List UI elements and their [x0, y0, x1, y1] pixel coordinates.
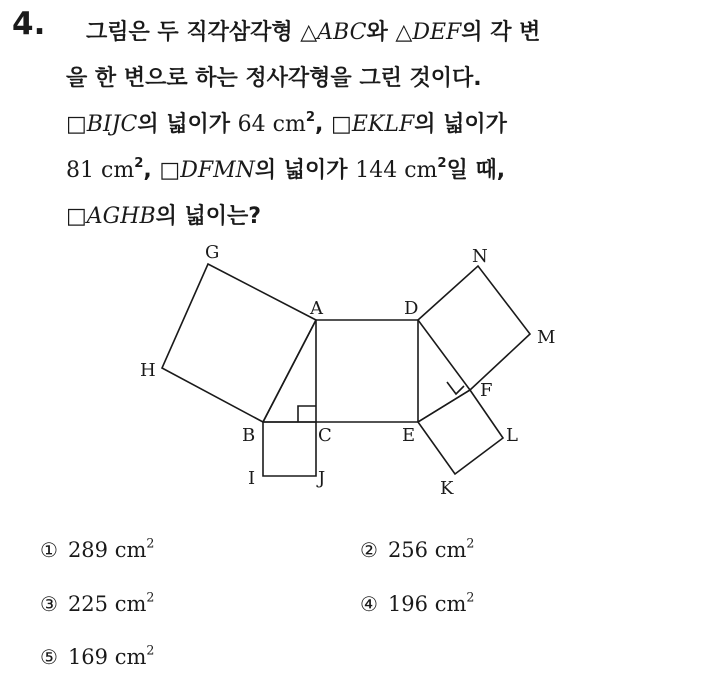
superscript: 2 — [134, 156, 144, 172]
superscript: 2 — [305, 110, 316, 126]
choice-value: 256 — [387, 538, 429, 562]
stem-text: , — [143, 158, 160, 183]
choice-value: 196 — [387, 592, 429, 616]
label-l: L — [506, 425, 518, 446]
stem-text: 일 때, — [446, 158, 506, 183]
choice-4[interactable] — [360, 589, 475, 616]
label-d: D — [404, 298, 419, 319]
label-h: H — [140, 360, 156, 381]
stem-text: 의 넓이가 — [254, 158, 356, 183]
choice-marker: ⑤ — [40, 645, 58, 669]
stem-text: □ — [66, 204, 87, 229]
stem-text: cm — [94, 158, 135, 183]
math-label: ABC — [317, 20, 367, 45]
choice-exponent: 2 — [146, 642, 155, 658]
choice-exponent: 2 — [146, 589, 155, 605]
choice-unit: cm — [434, 592, 467, 616]
choice-value: 169 — [67, 645, 109, 669]
choice-value: 289 — [67, 538, 109, 562]
stem-text: △ — [395, 20, 413, 45]
choice-2[interactable] — [360, 535, 475, 562]
choice-1[interactable] — [40, 535, 155, 562]
choice-5[interactable] — [40, 642, 155, 669]
square-adec — [316, 320, 418, 422]
choice-exponent: 2 — [466, 589, 475, 605]
choice-3[interactable] — [40, 589, 155, 616]
choice-unit: cm — [114, 645, 147, 669]
stem-text: 의 넓이가 — [137, 112, 238, 137]
choice-unit: cm — [114, 538, 147, 562]
choice-exponent: 2 — [146, 535, 155, 551]
question-number: 4. — [12, 6, 46, 42]
label-i: I — [248, 468, 256, 489]
stem-text: 의 각 변 — [461, 20, 541, 45]
stem-text: □ — [159, 158, 181, 183]
stem-text: □ — [331, 112, 352, 137]
square-eklf — [418, 390, 503, 474]
label-c: C — [318, 425, 332, 446]
choice-exponent: 2 — [466, 535, 475, 551]
choice-value: 225 — [67, 592, 109, 616]
stem-text: □ — [66, 112, 87, 137]
square-dfmn — [418, 266, 530, 390]
label-g: G — [205, 242, 220, 263]
math-label: DFMN — [180, 158, 255, 183]
label-j: J — [318, 468, 326, 489]
stem-text: 을 한 변으로 하는 정사각형을 그린 것이다. — [66, 66, 482, 91]
math-label: BIJC — [86, 112, 138, 137]
math-label: AGHB — [86, 204, 156, 229]
stem-text: , — [315, 112, 332, 137]
label-m: M — [537, 327, 556, 348]
choice-marker: ③ — [40, 592, 58, 616]
stem-text: 64 — [237, 112, 266, 137]
label-f: F — [480, 380, 493, 401]
superscript: 2 — [437, 156, 447, 172]
label-a: A — [310, 298, 323, 319]
choice-marker: ② — [360, 538, 378, 562]
label-b: B — [242, 425, 256, 446]
stem-text: 그림은 두 직각삼각형 — [86, 20, 301, 45]
choice-marker: ④ — [360, 592, 378, 616]
stem-text: 와 — [366, 20, 396, 45]
label-e: E — [402, 425, 416, 446]
stem-text: 의 넓이가 — [414, 112, 507, 137]
label-n: N — [472, 246, 488, 267]
square-agHB — [162, 264, 316, 422]
right-angle-f — [447, 382, 464, 394]
stem-text: cm — [397, 158, 438, 183]
choice-unit: cm — [434, 538, 467, 562]
stem-text: cm — [265, 112, 306, 137]
label-k: K — [440, 478, 454, 499]
choice-unit: cm — [114, 592, 147, 616]
square-bijc — [263, 422, 316, 476]
right-angle-c — [298, 406, 316, 422]
stem-text: 81 — [66, 158, 94, 183]
stem-text: 의 넓이는? — [155, 204, 262, 229]
stem-text: 144 — [355, 158, 398, 183]
math-label: EKLF — [351, 112, 415, 137]
math-label: DEF — [412, 20, 462, 45]
stem-text: △ — [300, 20, 318, 45]
choice-marker: ① — [40, 538, 58, 562]
